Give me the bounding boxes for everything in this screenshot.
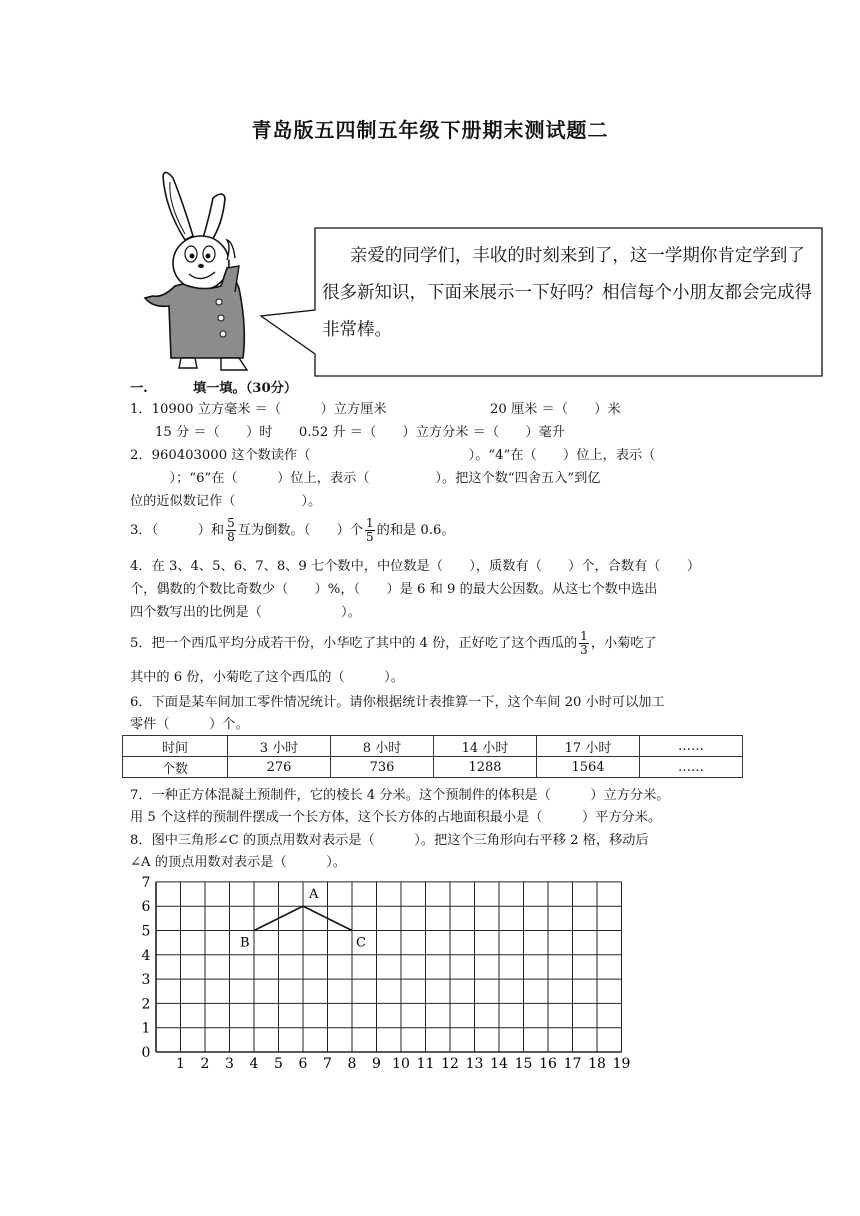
table-cell: 14 小时	[434, 736, 537, 757]
point-label: A	[309, 887, 319, 903]
rabbit-teacher-illustration	[135, 168, 260, 378]
q5-line1	[130, 630, 657, 658]
x-tick-label: 18	[588, 1056, 606, 1072]
table-cell: 时间	[123, 736, 228, 757]
q3-pre: 3．（ ）和	[130, 523, 225, 538]
q8-line2: ∠A 的顶点用数对表示是（ ）。	[130, 855, 346, 870]
point-label: B	[240, 935, 250, 951]
coordinate-grid	[128, 876, 640, 1076]
fraction-denominator: 3	[580, 643, 588, 657]
y-tick-label: 7	[141, 876, 151, 891]
table-cell: 8 小时	[331, 736, 434, 757]
x-tick-label: 9	[372, 1056, 381, 1072]
q6-line2: 零件（ ）个。	[130, 717, 249, 732]
x-tick-label: 3	[225, 1056, 234, 1072]
q1-line1a: 1．10900 立方毫米 ＝（ ）立方厘米	[130, 402, 387, 417]
q4-line2: 个，偶数的个数比奇数少（ ）%，（ ）是 6 和 9 的最大公因数。从这七个数中选出	[130, 582, 658, 597]
x-tick-label: 13	[465, 1056, 484, 1072]
y-tick-label: 1	[141, 1020, 151, 1037]
x-tick-label: 6	[298, 1056, 308, 1072]
x-tick-label: 19	[612, 1056, 631, 1072]
intro-text	[322, 238, 814, 349]
table-cell: 1288	[434, 757, 537, 778]
q2-line2: ）；“6”在（ ）位上，表示（ ）。把这个数“四舍五入”到亿	[130, 471, 601, 486]
x-tick-label: 17	[563, 1056, 582, 1072]
x-tick-label: 14	[490, 1056, 508, 1072]
q3-post: 的和是 0.6。	[376, 523, 455, 538]
q4-line1: 4．在 3、4、5、6、7、8、9 七个数中，中位数是（ ），质数有（ ）个，合数有（ ）	[130, 559, 701, 574]
q2-line3: 位的近似数记作（ ）。	[130, 494, 322, 509]
section-heading	[130, 377, 297, 396]
q5-fraction	[579, 630, 589, 657]
table-row	[123, 736, 743, 757]
y-tick-label: 2	[141, 996, 151, 1013]
fraction-numerator: 1	[366, 516, 374, 530]
x-tick-label: 2	[200, 1056, 210, 1072]
x-tick-label: 4	[249, 1056, 259, 1072]
q3-fraction-1	[226, 517, 236, 544]
fraction-numerator: 1	[580, 629, 588, 643]
table-cell: 276	[228, 757, 331, 778]
table-cell: 1564	[537, 757, 640, 778]
q6-line1: 6．下面是某车间加工零件情况统计。请你根据统计表推算一下，这个车间 20 小时可以加工	[130, 695, 665, 710]
table-cell: 17 小时	[537, 736, 640, 757]
x-tick-label: 12	[441, 1056, 459, 1072]
y-tick-label: 6	[141, 899, 151, 916]
q3-line	[130, 517, 455, 545]
y-tick-label: 4	[141, 947, 151, 964]
x-tick-label: 1	[176, 1056, 185, 1072]
table-cell: 736	[331, 757, 434, 778]
table-cell: ……	[640, 757, 743, 778]
table-cell: ……	[640, 736, 743, 757]
q5-line2: 其中的 6 份，小菊吃了这个西瓜的（ ）。	[130, 670, 404, 685]
q2-line1: 2．960403000 这个数读作（ ）。“4”在（ ）位上，表示（	[130, 448, 656, 463]
q5-pre: 5．把一个西瓜平均分成若干份，小华吃了其中的 4 份，正好吃了这个西瓜的	[130, 636, 578, 651]
q1-line1b: 20 厘米 ＝（ ）米	[490, 402, 621, 417]
q7-line1: 7．一种正方体混凝土预制件，它的棱长 4 分米。这个预制件的体积是（ ）立方分米。	[130, 788, 670, 803]
x-tick-label: 8	[347, 1056, 357, 1072]
q7-line2: 用 5 个这样的预制件摆成一个长方体，这个长方体的占地面积最小是（ ）平方分米。	[130, 810, 662, 825]
y-tick-label: 0	[141, 1045, 151, 1061]
x-tick-label: 16	[539, 1056, 557, 1072]
fraction-numerator: 5	[227, 516, 235, 530]
table-cell: 3 小时	[228, 736, 331, 757]
production-table	[122, 735, 743, 778]
x-tick-label: 10	[392, 1056, 410, 1072]
q8-line1: 8．图中三角形∠C 的顶点用数对表示是（ ）。把这个三角形向右平移 2 格，移动后	[130, 833, 649, 848]
fraction-denominator: 5	[366, 530, 374, 544]
intro-paragraph: 亲爱的同学们，丰收的时刻来到了，这一学期你肯定学到了很多新知识，下面来展示一下好吗？相信每个小朋友都会完成得非常棒。	[322, 246, 812, 340]
table-cell: 个数	[123, 757, 228, 778]
table-row	[123, 757, 743, 778]
x-tick-label: 15	[514, 1056, 533, 1072]
x-tick-label: 5	[274, 1056, 283, 1072]
q3-mid: 互为倒数。（ ）个	[237, 523, 364, 538]
section-number: 一.	[130, 381, 148, 396]
page-title: 青岛版五四制五年级下册期末测试题二	[251, 118, 609, 142]
fraction-denominator: 8	[227, 530, 235, 544]
q1-line2: 15 分 ＝（ ）时 0.52 升 ＝（ ）立方分米 ＝（ ）毫升	[155, 425, 565, 440]
q4-line3: 四个数写出的比例是（ ）。	[130, 605, 361, 620]
y-tick-label: 3	[141, 972, 151, 989]
q5-post: ，小菊吃了	[590, 636, 657, 651]
section-title: 填一填。（30分）	[192, 381, 298, 396]
y-tick-label: 5	[141, 923, 151, 940]
q3-fraction-2	[365, 517, 375, 544]
point-label: C	[356, 935, 366, 951]
x-tick-label: 7	[323, 1056, 332, 1072]
x-tick-label: 11	[416, 1056, 435, 1072]
